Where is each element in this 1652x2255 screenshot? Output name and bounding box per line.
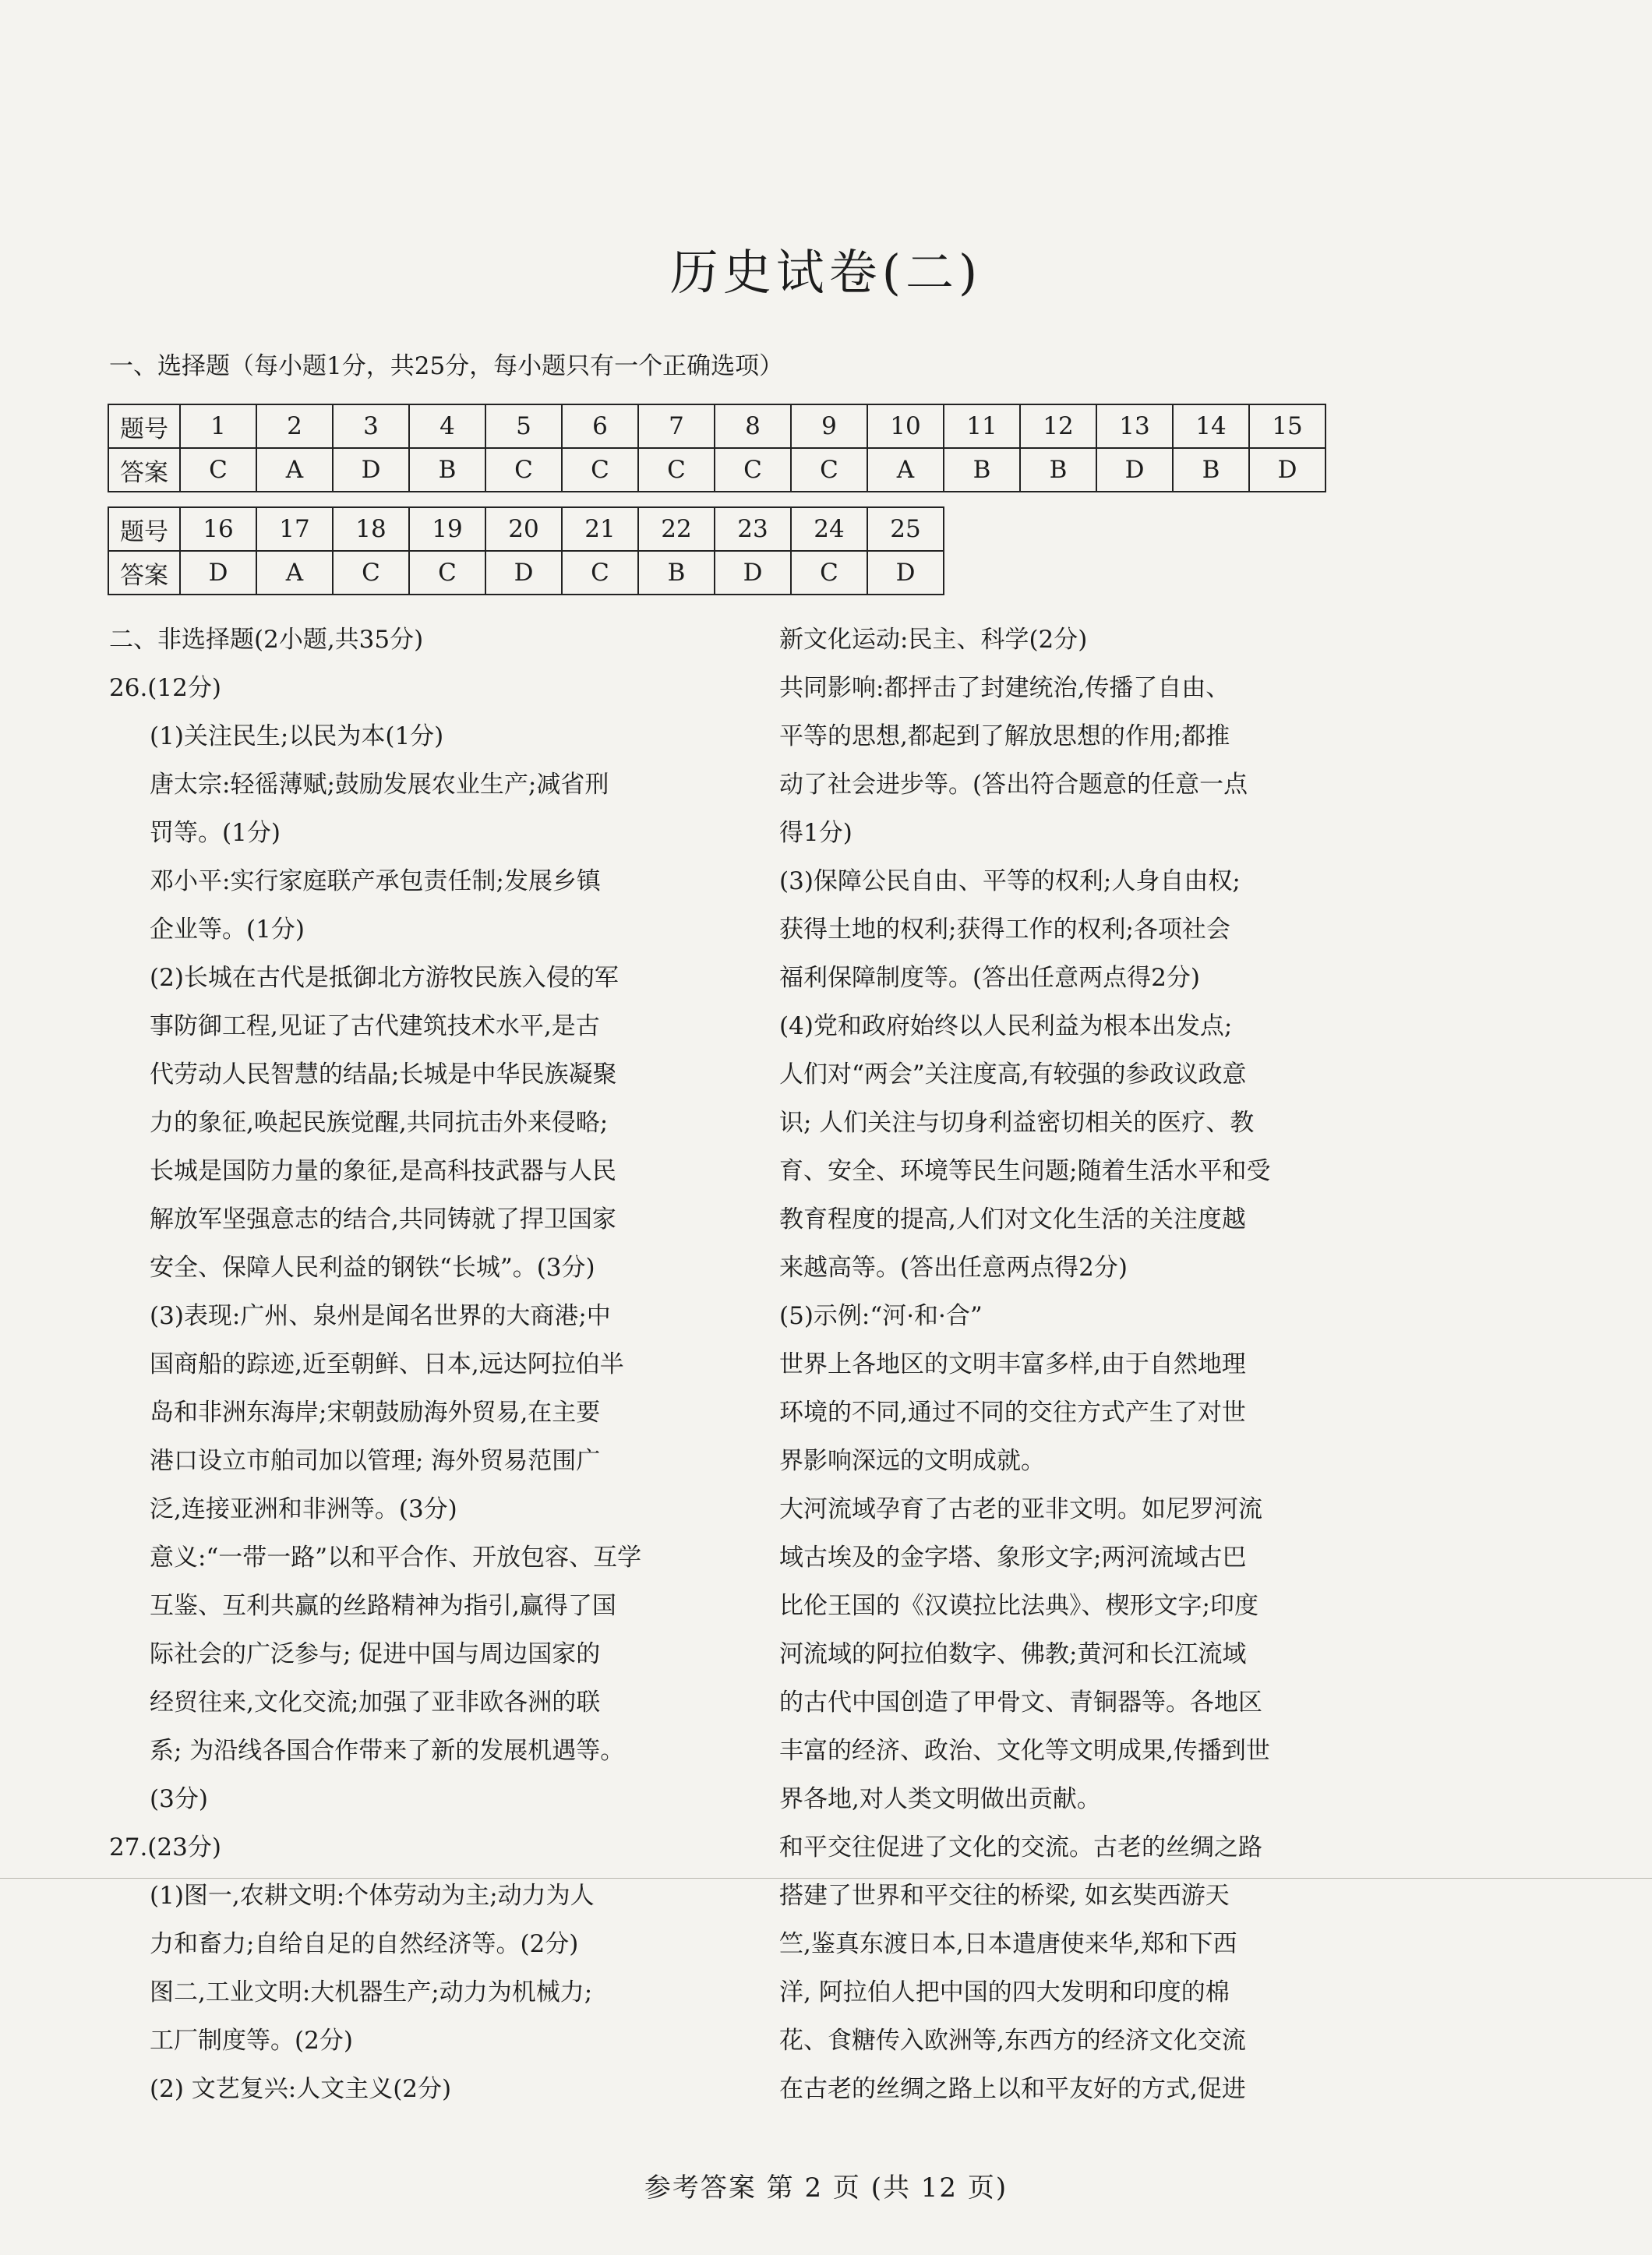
answer-table-1	[108, 404, 1326, 492]
answer-text-line: 共同影响:都抨击了封建统治,传播了自由、	[779, 674, 1230, 702]
answer-table-2	[108, 506, 944, 595]
answer-text-line: 意义:“一带一路”以和平合作、开放包容、互学	[150, 1544, 642, 1572]
answer-text-line: 界各地,对人类文明做出贡献。	[779, 1785, 1101, 1813]
answer-text-line: 花、食糖传入欧洲等,东西方的经济文化交流	[779, 2027, 1246, 2055]
answer-text-line: 域古埃及的金字塔、象形文字;两河流域古巴	[779, 1544, 1247, 1572]
question-number-cell: 10	[867, 404, 944, 448]
answer-text-line: 事防御工程,见证了古代建筑技术水平,是古	[150, 1012, 600, 1040]
answer-text-line: 环境的不同,通过不同的交往方式产生了对世	[779, 1399, 1246, 1427]
answer-text-line: 企业等。(1分)	[150, 916, 305, 944]
answer-cell: C	[638, 448, 715, 492]
answer-cell: C	[791, 448, 867, 492]
scan-fold-line	[0, 1878, 1652, 1879]
row-label-answer: 答案	[108, 448, 180, 492]
question-number-cell: 23	[715, 507, 791, 551]
answer-text-line: 经贸往来,文化交流;加强了亚非欧各洲的联	[150, 1689, 601, 1717]
question-number-cell: 19	[409, 507, 485, 551]
page-footer: 参考答案 第 2 页 (共 12 页)	[644, 2172, 1008, 2204]
answer-text-line: 罚等。(1分)	[150, 819, 281, 847]
page-title: 历史试卷(二)	[669, 244, 983, 301]
answer-text-line: (5)示例:“河·和·合”	[779, 1302, 983, 1330]
answer-row	[108, 551, 944, 595]
answer-text-line: 洋, 阿拉伯人把中国的四大发明和印度的棉	[779, 1978, 1230, 2006]
right-column-answers	[779, 616, 1543, 2113]
answer-cell: A	[256, 448, 333, 492]
answer-text-line: 的古代中国创造了甲骨文、青铜器等。各地区	[779, 1689, 1262, 1717]
question-number-cell: 20	[485, 507, 562, 551]
answer-text-line: 港口设立市舶司加以管理; 海外贸易范围广	[150, 1447, 601, 1475]
answer-text-line: 在古老的丝绸之路上以和平友好的方式,促进	[779, 2075, 1246, 2103]
question-number-cell: 1	[180, 404, 256, 448]
question-number-cell: 21	[562, 507, 638, 551]
answer-text-line: 图二,工业文明:大机器生产;动力为机械力;	[150, 1978, 593, 2006]
answer-text-line: (3)表现:广州、泉州是闻名世界的大商港;中	[150, 1302, 611, 1330]
answer-text-line: (1)图一,农耕文明:个体劳动为主;动力为人	[150, 1882, 595, 1910]
answer-text-line: 力和畜力;自给自足的自然经济等。(2分)	[150, 1930, 579, 1958]
question-number-cell: 16	[180, 507, 256, 551]
answer-cell: B	[638, 551, 715, 595]
answer-cell: C	[409, 551, 485, 595]
question-number-row	[108, 507, 944, 551]
answer-cell: D	[180, 551, 256, 595]
answer-cell: D	[485, 551, 562, 595]
question-number-cell: 24	[791, 507, 867, 551]
answer-row	[108, 448, 1325, 492]
answer-text-line: 工厂制度等。(2分)	[150, 2027, 353, 2055]
answer-cell: C	[333, 551, 409, 595]
question-number-cell: 7	[638, 404, 715, 448]
answer-text-line: (3)保障公民自由、平等的权利;人身自由权;	[779, 867, 1241, 895]
answer-text-line: 大河流域孕育了古老的亚非文明。如尼罗河流	[779, 1495, 1262, 1523]
answer-text-line: 国商船的踪迹,近至朝鲜、日本,远达阿拉伯半	[150, 1350, 624, 1378]
answer-cell: C	[180, 448, 256, 492]
answer-text-line: 识; 人们关注与切身利益密切相关的医疗、教	[779, 1109, 1255, 1137]
answer-text-line: 泛,连接亚洲和非洲等。(3分)	[150, 1495, 457, 1523]
question-number-cell: 2	[256, 404, 333, 448]
answer-text-line: 长城是国防力量的象征,是高科技武器与人民	[150, 1157, 616, 1185]
question-number-cell: 11	[944, 404, 1020, 448]
answer-text-line: (3分)	[150, 1785, 208, 1813]
answer-cell: C	[791, 551, 867, 595]
answer-text-line: 27.(23分)	[109, 1833, 221, 1862]
question-number-cell: 18	[333, 507, 409, 551]
answer-text-line: 力的象征,唤起民族觉醒,共同抗击外来侵略;	[150, 1109, 609, 1137]
answer-text-line: 竺,鉴真东渡日本,日本遣唐使来华,郑和下西	[779, 1930, 1237, 1958]
answer-text-line: (4)党和政府始终以人民利益为根本出发点;	[779, 1012, 1233, 1040]
section-heading-choice: 一、选择题（每小题1分，共25分，每小题只有一个正确选项）	[109, 352, 784, 380]
answer-text-line: 新文化运动:民主、科学(2分)	[779, 626, 1088, 654]
answer-text-line: 界影响深远的文明成就。	[779, 1447, 1045, 1475]
answer-text-line: (2) 文艺复兴:人文主义(2分)	[150, 2075, 452, 2103]
answer-cell: B	[409, 448, 485, 492]
left-column-answers	[109, 616, 756, 2113]
answer-text-line: 得1分)	[779, 819, 852, 847]
row-label-question-number: 题号	[108, 507, 180, 551]
answer-cell: A	[256, 551, 333, 595]
answer-text-line: 丰富的经济、政治、文化等文明成果,传播到世	[779, 1737, 1270, 1765]
row-label-question-number: 题号	[108, 404, 180, 448]
answer-cell: D	[1249, 448, 1325, 492]
question-number-cell: 12	[1020, 404, 1096, 448]
row-label-answer: 答案	[108, 551, 180, 595]
answer-text-line: (2)长城在古代是抵御北方游牧民族入侵的军	[150, 964, 619, 992]
question-number-cell: 8	[715, 404, 791, 448]
answer-cell: C	[485, 448, 562, 492]
answer-text-line: 安全、保障人民利益的钢铁“长城”。(3分)	[150, 1254, 595, 1282]
question-number-cell: 25	[867, 507, 944, 551]
answer-text-line: 二、非选择题(2小题,共35分)	[109, 626, 424, 654]
question-number-cell: 22	[638, 507, 715, 551]
question-number-cell: 17	[256, 507, 333, 551]
answer-cell: D	[1096, 448, 1173, 492]
answer-text-line: 比伦王国的《汉谟拉比法典》、楔形文字;印度	[779, 1592, 1258, 1620]
question-number-cell: 6	[562, 404, 638, 448]
answer-text-line: 岛和非洲东海岸;宋朝鼓励海外贸易,在主要	[150, 1399, 601, 1427]
answer-cell: B	[944, 448, 1020, 492]
answer-text-line: 教育程度的提高,人们对文化生活的关注度越	[779, 1205, 1246, 1233]
answer-text-line: 育、安全、环境等民生问题;随着生活水平和受	[779, 1157, 1271, 1185]
answer-text-line: 26.(12分)	[109, 674, 221, 702]
answer-cell: C	[562, 551, 638, 595]
answer-text-line: (1)关注民生;以民为本(1分)	[150, 722, 444, 750]
question-number-cell: 5	[485, 404, 562, 448]
question-number-cell: 4	[409, 404, 485, 448]
answer-text-line: 互鉴、互利共赢的丝路精神为指引,赢得了国	[150, 1592, 616, 1620]
answer-text-line: 河流域的阿拉伯数字、佛教;黄河和长江流域	[779, 1640, 1247, 1668]
answer-cell: D	[333, 448, 409, 492]
question-number-cell: 13	[1096, 404, 1173, 448]
question-number-cell: 14	[1173, 404, 1249, 448]
question-number-cell: 3	[333, 404, 409, 448]
answer-text-line: 际社会的广泛参与; 促进中国与周边国家的	[150, 1640, 601, 1668]
answer-text-line: 解放军坚强意志的结合,共同铸就了捍卫国家	[150, 1205, 616, 1233]
answer-cell: D	[867, 551, 944, 595]
answer-text-line: 世界上各地区的文明丰富多样,由于自然地理	[779, 1350, 1246, 1378]
answer-text-line: 来越高等。(答出任意两点得2分)	[779, 1254, 1128, 1282]
answer-text-line: 系; 为沿线各国合作带来了新的发展机遇等。	[150, 1737, 625, 1765]
answer-cell: B	[1020, 448, 1096, 492]
answer-text-line: 搭建了世界和平交往的桥梁, 如玄奘西游天	[779, 1882, 1230, 1910]
question-number-cell: 9	[791, 404, 867, 448]
answer-text-line: 获得土地的权利;获得工作的权利;各项社会	[779, 916, 1230, 944]
answer-cell: B	[1173, 448, 1249, 492]
answer-text-line: 邓小平:实行家庭联产承包责任制;发展乡镇	[150, 867, 601, 895]
answer-cell: A	[867, 448, 944, 492]
answer-text-line: 唐太宗:轻徭薄赋;鼓励发展农业生产;减省刑	[150, 771, 609, 799]
question-number-cell: 15	[1249, 404, 1325, 448]
answer-cell: D	[715, 551, 791, 595]
answer-text-line: 和平交往促进了文化的交流。古老的丝绸之路	[779, 1833, 1262, 1862]
answer-text-line: 代劳动人民智慧的结晶;长城是中华民族凝聚	[150, 1060, 617, 1089]
answer-cell: C	[715, 448, 791, 492]
answer-text-line: 平等的思想,都起到了解放思想的作用;都推	[779, 722, 1230, 750]
question-number-row	[108, 404, 1325, 448]
answer-text-line: 动了社会进步等。(答出符合题意的任意一点	[779, 771, 1248, 799]
answer-text-line: 人们对“两会”关注度高,有较强的参政议政意	[779, 1060, 1247, 1089]
answer-cell: C	[562, 448, 638, 492]
answer-text-line: 福利保障制度等。(答出任意两点得2分)	[779, 964, 1200, 992]
